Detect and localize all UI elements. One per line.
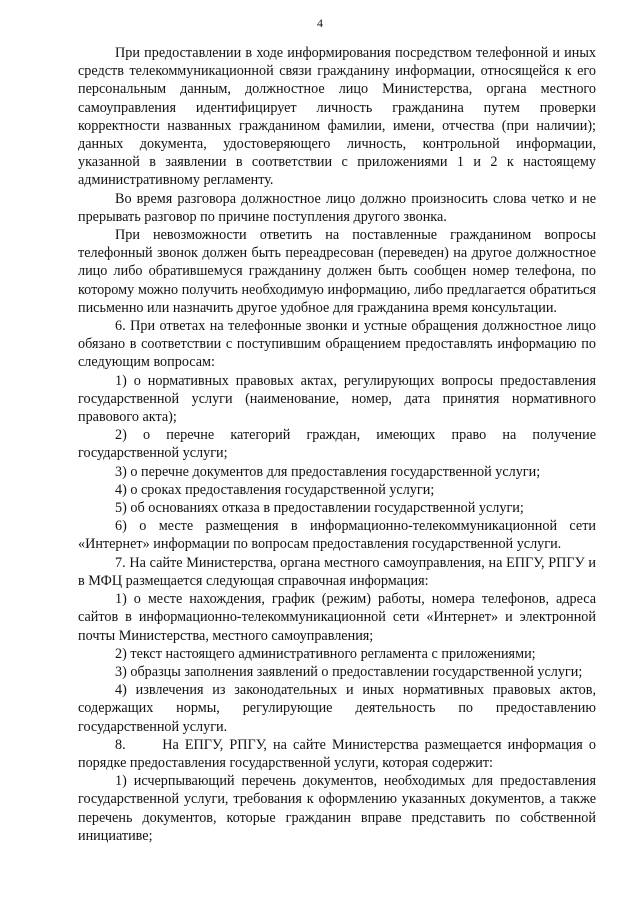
paragraph-6-1: 1) о нормативных правовых актах, регулирующих вопросы предоставления государственной услуги (наименование, номер, дата принятия нормативного правового акта); (78, 372, 596, 426)
paragraph-7-3: 3) образцы заполнения заявлений о предоставлении государственной услуги; (115, 663, 583, 680)
paragraph-item-6: 6. При ответах на телефонные звонки и устные обращения должностное лицо обязано в соответствии с поступившим обращением предоставлять информацию по следующим вопросам: (78, 318, 596, 371)
paragraph-identification: При предоставлении в ходе информирования посредством телефонной и иных средств телекоммуникационной связи гражданину информации, относящейся к его персональным данным, должностное лицо Министерства, органа местного самоуправления идентифицирует личность гражданина путем проверки корректности названных гражданином фамилии, имени, отчества (при наличии); данных документа, удостоверяющего личность, контрольной информации, указанной в заявлении в соответствии с приложениями 1 и 2 к настоящему административному регламенту. (78, 45, 596, 189)
paragraph-6-5: 5) об основаниях отказа в предоставлении государственной услуги; (115, 500, 524, 517)
paragraph-7-4: 4) извлечения из законодательных и иных нормативных правовых актов, содержащих нормы, регулирующие деятельность по предоставлению государственной услуги. (78, 682, 596, 735)
paragraph-7-1: 1) о месте нахождения, график (режим) работы, номера телефонов, адреса сайтов в информационно-телекоммуникационной сети «Интернет» и электронной почты Министерства, местного самоуправления; (78, 591, 596, 644)
paragraph-6-2: 2) о перечне категорий граждан, имеющих право на получение государственной услуги; (78, 427, 596, 462)
paragraph-speech: Во время разговора должностное лицо должно произносить слова четко и не прерывать разговор по причине поступления другого звонка. (78, 190, 596, 225)
page-number: 4 (317, 16, 323, 30)
paragraph-8-1: 1) исчерпывающий перечень документов, необходимых для предоставления государственной услуги, требования к оформлению указанных документов, а также перечень документов, которые гражданин вправе представить по собственной инициативе; (78, 773, 596, 844)
paragraph-item-7: 7. На сайте Министерства, органа местного самоуправления, на ЕПГУ, РПГУ и в МФЦ размещается следующая справочная информация: (78, 554, 596, 589)
paragraph-6-4: 4) о сроках предоставления государственной услуги; (115, 481, 435, 498)
paragraph-redirect: При невозможности ответить на поставленные гражданином вопросы телефонный звонок должен быть переадресован (переведен) на другое должностное лицо либо обратившемуся гражданину должен быть сообщен номер телефона, по которому можно получить необходимую информацию, либо предлагается обратиться письменно или назначить другое удобное для гражданина время консультации. (78, 227, 596, 316)
paragraph-6-6: 6) о месте размещения в информационно-телекоммуникационной сети «Интернет» информации по вопросам предоставления государственной услуги. (78, 518, 596, 553)
paragraph-7-2: 2) текст настоящего административного регламента с приложениями; (115, 645, 536, 662)
paragraph-6-3: 3) о перечне документов для предоставления государственной услуги; (115, 463, 541, 480)
paragraph-item-8: 8. На ЕПГУ, РПГУ, на сайте Министерства размещается информация о порядке предоставления государственной услуги, которая содержит: (78, 736, 596, 771)
document-body (78, 44, 596, 845)
